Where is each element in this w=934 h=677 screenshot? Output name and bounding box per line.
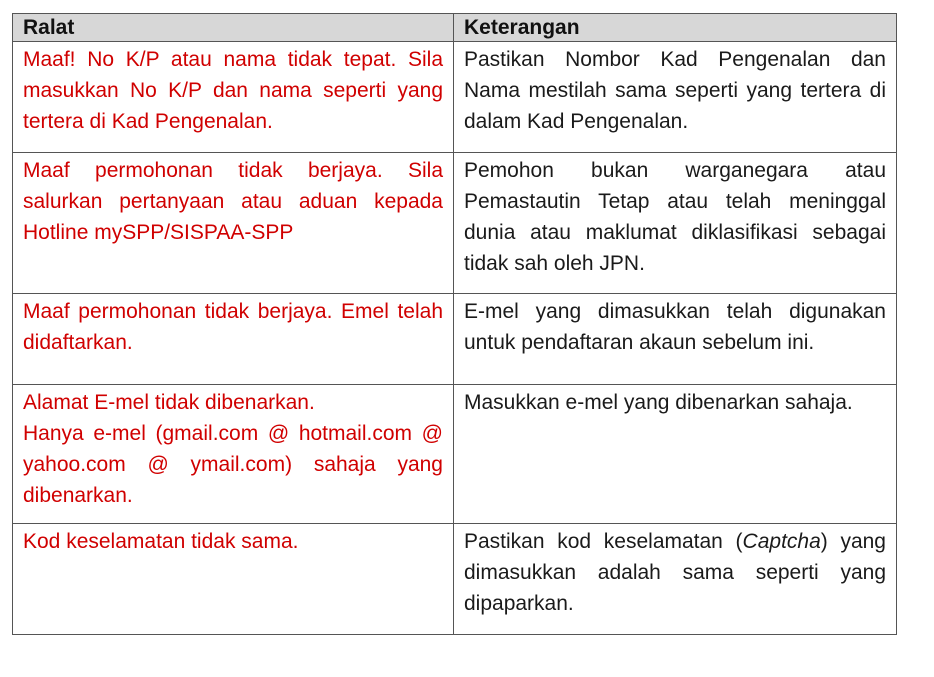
table-row: [13, 42, 897, 153]
error-message-cell: Maaf! No K/P atau nama tidak tepat. Sila masukkan No K/P dan nama seperti yang tertera di Kad Pengenalan.: [13, 42, 454, 153]
error-message-line: Hanya e-mel (gmail.com @ hotmail.com @ yahoo.com @ ymail.com) sahaja yang dibenarkan.: [23, 422, 443, 507]
description-cell: Pemohon bukan warganegara atau Pemastautin Tetap atau telah meninggal dunia atau maklumat diklasifikasi sebagai tidak sah oleh JPN.: [454, 153, 897, 294]
error-message-line: Alamat E-mel tidak dibenarkan.: [23, 391, 315, 414]
description-text: ) yang dimasukkan adalah sama seperti yang dipaparkan.: [464, 530, 886, 615]
header-ralat: Ralat: [13, 14, 454, 42]
captcha-term: Captcha: [742, 530, 821, 553]
error-message-cell: [13, 385, 454, 524]
description-cell: Masukkan e-mel yang dibenarkan sahaja.: [454, 385, 897, 524]
error-message-cell: Maaf permohonan tidak berjaya. Emel telah didaftarkan.: [13, 294, 454, 385]
table-row: [13, 294, 897, 385]
description-cell: E-mel yang dimasukkan telah digunakan untuk pendaftaran akaun sebelum ini.: [454, 294, 897, 385]
table-header-row: [13, 14, 897, 42]
description-cell: Pastikan Nombor Kad Pengenalan dan Nama mestilah sama seperti yang tertera di dalam Kad Pengenalan.: [454, 42, 897, 153]
table-row: [13, 524, 897, 635]
description-cell: [454, 524, 897, 635]
error-message-cell: Kod keselamatan tidak sama.: [13, 524, 454, 635]
table-row: [13, 385, 897, 524]
header-keterangan: Keterangan: [454, 14, 897, 42]
error-message-cell: Maaf permohonan tidak berjaya. Sila salurkan pertanyaan atau aduan kepada Hotline mySPP/SISPAA-SPP: [13, 153, 454, 294]
table-row: [13, 153, 897, 294]
error-message-table: [12, 13, 897, 635]
description-text: Pastikan kod keselamatan (: [464, 530, 743, 553]
